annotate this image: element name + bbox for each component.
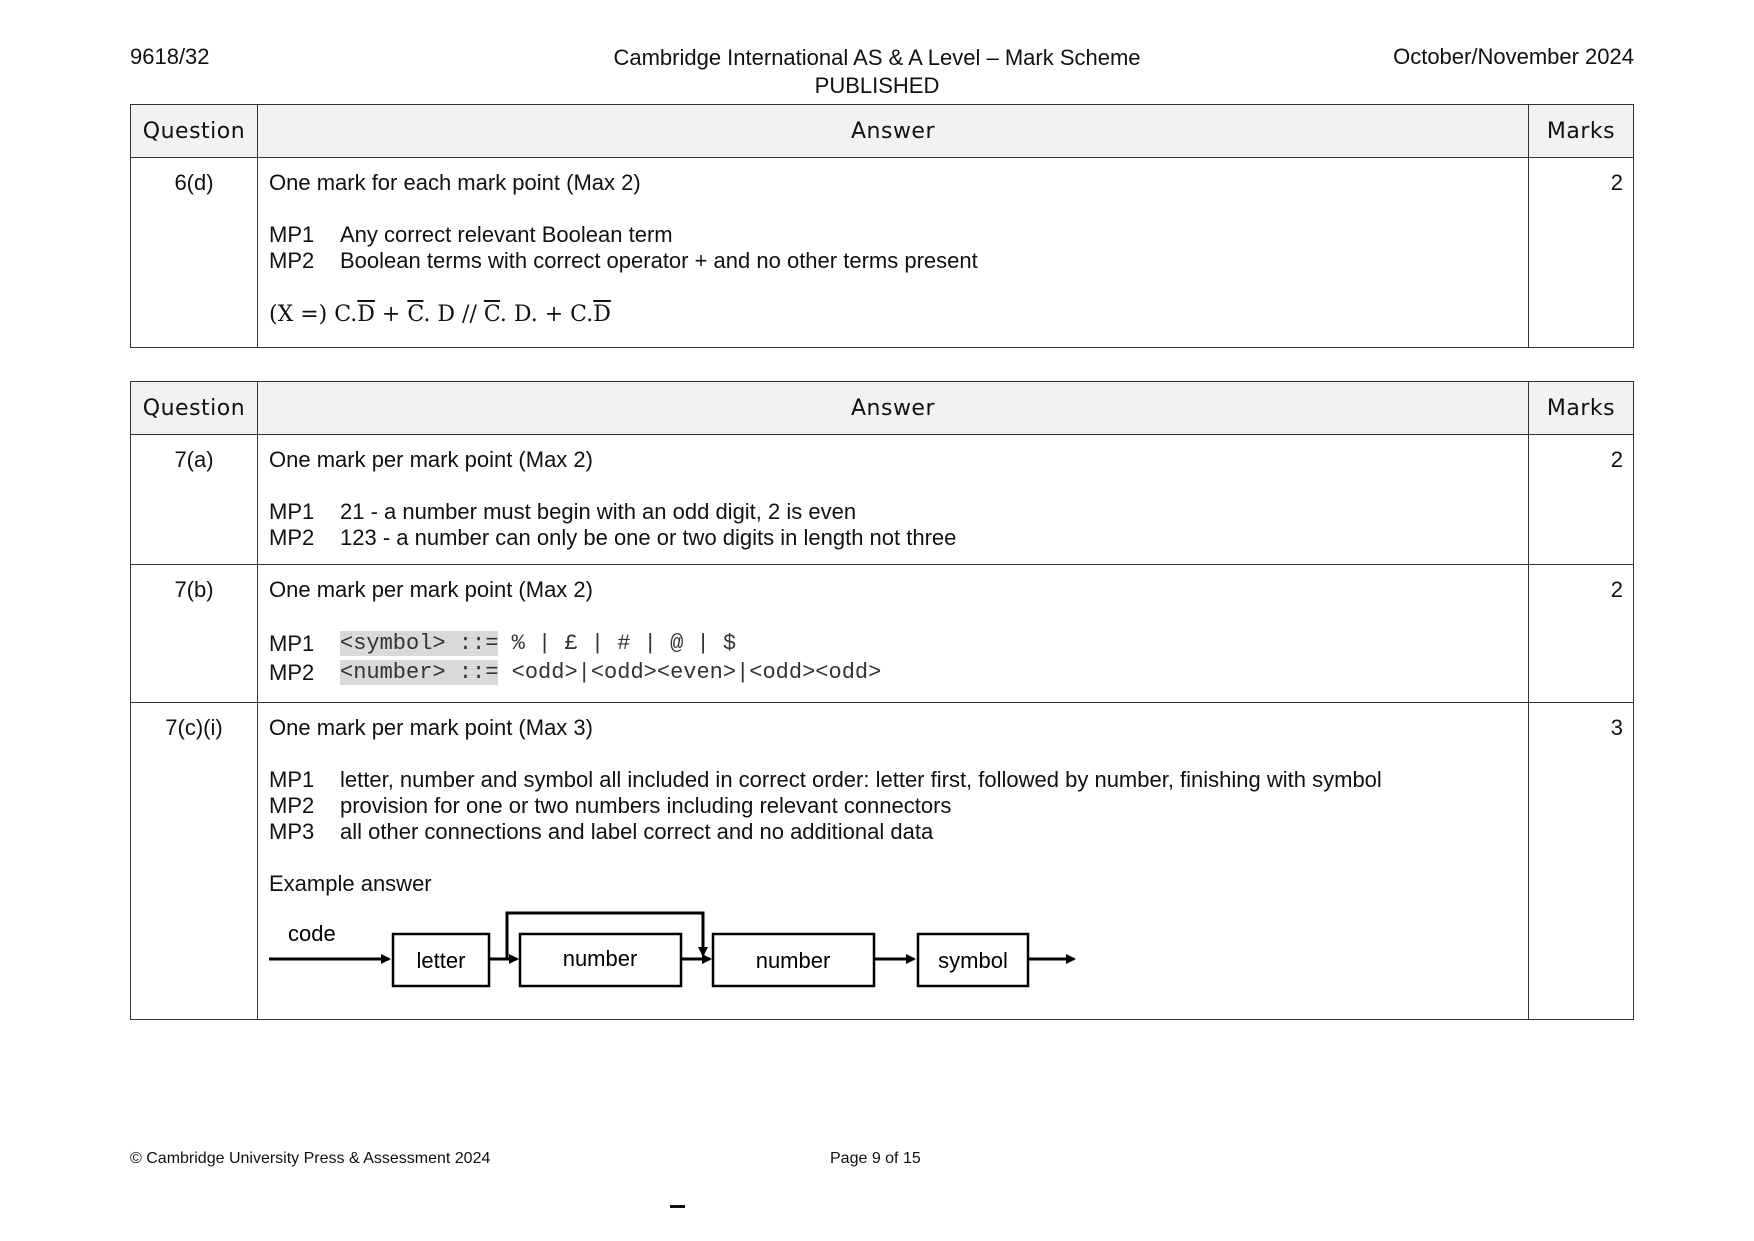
- mark-point: [269, 819, 1518, 845]
- page-number: Page 9 of 15: [830, 1150, 921, 1167]
- formula-part: . D //: [423, 302, 484, 327]
- box-number-2-label: number: [755, 948, 831, 973]
- bnf-rule: [340, 629, 736, 658]
- mark-point: [269, 767, 1518, 793]
- formula-part-overlined: $\overline{D}$: [357, 302, 375, 327]
- entry-label: code: [288, 921, 336, 946]
- title-line: Cambridge International AS & A Level – Mark Scheme: [613, 45, 1141, 70]
- copyright-notice: © Cambridge University Press & Assessment 2024: [130, 1150, 491, 1167]
- table-header-row: [131, 382, 1634, 435]
- mark-point: [269, 222, 1518, 248]
- marks-value: 2: [1529, 158, 1634, 348]
- formula-part: (X =) C.: [269, 302, 358, 327]
- subtitle-line: PUBLISHED: [814, 73, 940, 98]
- mark-point-tag: MP2: [269, 248, 315, 273]
- mark-point-tag: MP1: [269, 767, 315, 792]
- mark-point-tag: MP2: [269, 660, 315, 685]
- box-letter-label: letter: [416, 948, 466, 973]
- formula-part-overlined: $\overline{C}$: [483, 302, 500, 327]
- mark-point-tag: MP2: [269, 525, 315, 550]
- mark-point-text: Boolean terms with correct operator + and no other terms present: [340, 248, 978, 273]
- mark-point: [269, 499, 1518, 525]
- mark-point-text: Any correct relevant Boolean term: [340, 222, 673, 247]
- mark-point-text: 123 - a number can only be one or two digits in length not three: [340, 525, 957, 550]
- marks-value: 3: [1529, 703, 1634, 1020]
- mark-point: [269, 793, 1518, 819]
- bnf-rule: [340, 658, 881, 687]
- formula-part-overlined: $\overline{C}$: [407, 302, 424, 327]
- table-header-row: [131, 105, 1634, 158]
- mark-point-tag: MP2: [269, 793, 315, 818]
- bnf-lhs: <number> ::=: [340, 660, 499, 685]
- formula-part: . D. + C.: [499, 302, 594, 327]
- marks-value: 2: [1529, 565, 1634, 703]
- question-id: 7(a): [131, 435, 258, 565]
- syntax-diagram-svg: [269, 897, 1169, 997]
- syntax-diagram: [269, 897, 1518, 1007]
- mark-point-tag: MP1: [269, 222, 315, 247]
- paper-code: 9618/32: [130, 44, 210, 69]
- mark-point-tag: MP1: [269, 499, 315, 524]
- question-id: 6(d): [131, 158, 258, 348]
- mark-point: [269, 658, 1518, 687]
- mark-point-text: all other connections and label correct and no additional data: [340, 819, 934, 844]
- marks-header: Marks: [1529, 382, 1634, 435]
- question-id: 7(b): [131, 565, 258, 703]
- answer-intro: One mark per mark point (Max 2): [269, 577, 593, 602]
- mark-point-tag: MP3: [269, 819, 315, 844]
- answer-cell: [258, 565, 1529, 703]
- mark-scheme-table-7: [130, 381, 1634, 1020]
- question-header: Question: [131, 105, 258, 158]
- question-id: 7(c)(i): [131, 703, 258, 1020]
- mark-point: [269, 629, 1518, 658]
- answer-cell: [258, 435, 1529, 565]
- table-row: [131, 703, 1634, 1020]
- answer-cell: [258, 158, 1529, 348]
- mark-point: [269, 248, 1518, 274]
- marks-value: 2: [1529, 435, 1634, 565]
- mark-point-text: provision for one or two numbers including relevant connectors: [340, 793, 952, 818]
- table-row: [131, 158, 1634, 348]
- answer-intro: One mark per mark point (Max 2): [269, 447, 593, 472]
- formula-part-overlined: $\overline{D}$: [593, 302, 611, 327]
- marks-header: Marks: [1529, 105, 1634, 158]
- mark-scheme-table-6: [130, 104, 1634, 348]
- mark-point-text: 21 - a number must begin with an odd digit, 2 is even: [340, 499, 857, 524]
- bnf-rhs: % | £ | # | @ | $: [498, 631, 737, 656]
- table-row: [131, 565, 1634, 703]
- answer-header: Answer: [258, 382, 1529, 435]
- mark-point-tag: MP1: [269, 631, 315, 656]
- answer-intro: One mark for each mark point (Max 2): [269, 170, 641, 195]
- bnf-rhs: <odd>|<odd><even>|<odd><odd>: [498, 660, 882, 685]
- question-header: Question: [131, 382, 258, 435]
- answer-header: Answer: [258, 105, 1529, 158]
- exam-session: October/November 2024: [1393, 44, 1634, 69]
- mark-point: [269, 525, 1518, 551]
- table-row: [131, 435, 1634, 565]
- box-number-1-label: number: [562, 946, 638, 971]
- answer-cell: [258, 703, 1529, 1020]
- answer-intro: One mark per mark point (Max 3): [269, 715, 593, 740]
- mark-point-text: letter, number and symbol all included in correct order: letter first, followed by number, finishing with symbol: [340, 767, 1382, 792]
- example-label: Example answer: [269, 871, 432, 896]
- bnf-lhs: <symbol> ::=: [340, 631, 499, 656]
- boolean-formula: [269, 300, 1518, 330]
- stray-mark: [670, 1205, 685, 1208]
- formula-part: +: [374, 302, 408, 327]
- box-symbol-label: symbol: [938, 948, 1008, 973]
